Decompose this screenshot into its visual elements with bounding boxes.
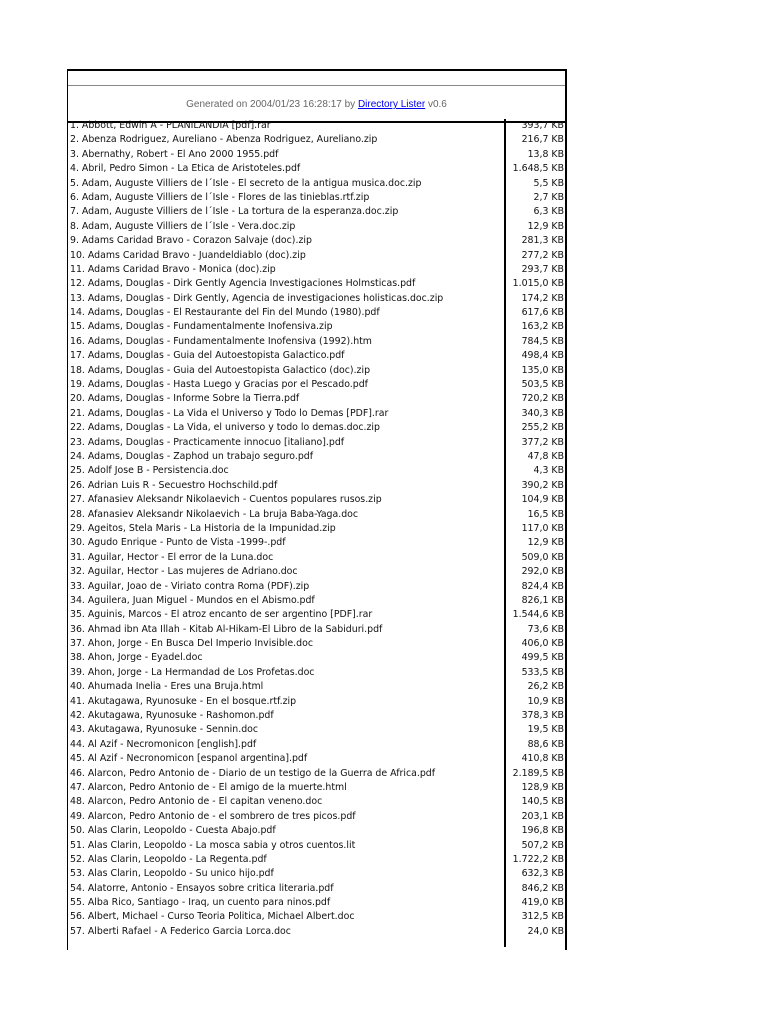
file-row — [68, 162, 566, 176]
file-row — [68, 738, 566, 752]
file-name[interactable]: 49. Alarcon, Pedro Antonio de - el sombrero de tres picos.pdf — [68, 810, 506, 824]
file-name-cut — [68, 939, 506, 947]
file-name[interactable]: 13. Adams, Douglas - Dirk Gently, Agencia de investigaciones holisticas.doc.zip — [68, 292, 506, 306]
file-row — [68, 853, 566, 867]
file-size: 410,8 KB — [521, 753, 564, 765]
file-name[interactable]: 37. Ahon, Jorge - En Busca Del Imperio Invisible.doc — [68, 637, 506, 651]
file-name[interactable]: 50. Alas Clarin, Leopoldo - Cuesta Abajo.pdf — [68, 824, 506, 838]
file-size: 507,2 KB — [521, 839, 564, 851]
file-size: 1.648,5 KB — [512, 163, 564, 175]
file-size: 419,0 KB — [521, 897, 564, 909]
file-size: 632,3 KB — [521, 868, 564, 880]
file-name[interactable]: 20. Adams, Douglas - Informe Sobre la Tierra.pdf — [68, 392, 506, 406]
file-name[interactable]: 34. Aguilera, Juan Miguel - Mundos en el Abismo.pdf — [68, 594, 506, 608]
file-name[interactable]: 43. Akutagawa, Ryunosuke - Sennin.doc — [68, 723, 506, 737]
file-row — [68, 896, 566, 910]
file-row — [68, 493, 566, 507]
file-size: 406,0 KB — [521, 638, 564, 650]
file-size: 720,2 KB — [521, 393, 564, 405]
file-size: 88,6 KB — [527, 738, 564, 750]
file-size: 509,0 KB — [521, 551, 564, 563]
file-name[interactable]: 2. Abenza Rodriguez, Aureliano - Abenza Rodriguez, Aureliano.zip — [68, 133, 506, 147]
file-row — [68, 364, 566, 378]
file-row — [68, 220, 566, 234]
file-row — [68, 320, 566, 334]
file-size: 6,3 KB — [533, 206, 564, 218]
file-row — [68, 205, 566, 219]
file-row — [68, 565, 566, 579]
file-row — [68, 651, 566, 665]
file-size: 4,3 KB — [533, 465, 564, 477]
file-row — [68, 608, 566, 622]
file-size: 390,2 KB — [521, 479, 564, 491]
file-size: 24,0 KB — [527, 925, 564, 937]
file-size: 5,5 KB — [533, 177, 564, 189]
file-row — [68, 925, 566, 939]
file-size: 499,5 KB — [521, 652, 564, 664]
file-name[interactable]: 15. Adams, Douglas - Fundamentalmente Inofensiva.zip — [68, 320, 506, 334]
file-name[interactable]: 21. Adams, Douglas - La Vida el Universo y Todo lo Demas [PDF].rar — [68, 407, 506, 421]
file-name[interactable]: 4. Abril, Pedro Simon - La Etica de Aristoteles.pdf — [68, 162, 506, 176]
file-name[interactable]: 53. Alas Clarin, Leopoldo - Su unico hijo.pdf — [68, 867, 506, 881]
file-size: 203,1 KB — [521, 810, 564, 822]
file-row — [68, 191, 566, 205]
generated-header — [68, 85, 565, 123]
directory-listing — [67, 69, 567, 950]
file-size: 117,0 KB — [521, 522, 564, 534]
file-size: 128,9 KB — [521, 781, 564, 793]
file-size: 16,5 KB — [527, 508, 564, 520]
file-row — [68, 335, 566, 349]
file-size: 10,9 KB — [527, 695, 564, 707]
file-row — [68, 421, 566, 435]
file-size: 826,1 KB — [521, 594, 564, 606]
file-row — [68, 407, 566, 421]
file-name[interactable]: 51. Alas Clarin, Leopoldo - La mosca sabia y otros cuentos.lit — [68, 839, 506, 853]
file-row — [68, 133, 566, 147]
file-name[interactable]: 3. Abernathy, Robert - El Ano 2000 1955.pdf — [68, 148, 506, 162]
file-size: 1.722,2 KB — [512, 853, 564, 865]
file-name[interactable]: 10. Adams Caridad Bravo - Juandeldiablo (doc).zip — [68, 249, 506, 263]
file-row — [68, 781, 566, 795]
file-size: 784,5 KB — [521, 335, 564, 347]
file-size: 312,5 KB — [521, 911, 564, 923]
file-name[interactable]: 26. Adrian Luis R - Secuestro Hochschild.pdf — [68, 479, 506, 493]
file-name[interactable]: 24. Adams, Douglas - Zaphod un trabajo seguro.pdf — [68, 450, 506, 464]
file-name[interactable]: 35. Aguinis, Marcos - El atroz encanto de ser argentino [PDF].rar — [68, 608, 506, 622]
file-size: 255,2 KB — [521, 422, 564, 434]
file-row — [68, 882, 566, 896]
file-name[interactable]: 47. Alarcon, Pedro Antonio de - El amigo de la muerte.html — [68, 781, 506, 795]
file-row — [68, 349, 566, 363]
file-name[interactable]: 8. Adam, Auguste Villiers de l´Isle - Vera.doc.zip — [68, 220, 506, 234]
directory-lister-link[interactable]: Directory Lister — [357, 99, 426, 110]
file-row — [68, 666, 566, 680]
file-row — [68, 292, 566, 306]
file-name[interactable]: 5. Adam, Auguste Villiers de l´Isle - El secreto de la antigua musica.doc.zip — [68, 177, 506, 191]
file-name[interactable]: 27. Afanasiev Aleksandr Nikolaevich - Cuentos populares rusos.zip — [68, 493, 506, 507]
file-size: 19,5 KB — [527, 724, 564, 736]
file-name[interactable]: 55. Alba Rico, Santiago - Iraq, un cuento para ninos.pdf — [68, 896, 506, 910]
file-name[interactable]: 30. Agudo Enrique - Punto de Vista -1999-.pdf — [68, 536, 506, 550]
file-row — [68, 680, 566, 694]
file-row — [68, 234, 566, 248]
file-size: 378,3 KB — [521, 710, 564, 722]
file-row — [68, 723, 566, 737]
file-row — [68, 249, 566, 263]
file-row — [68, 522, 566, 536]
file-name[interactable]: 32. Aguilar, Hector - Las mujeres de Adriano.doc — [68, 565, 506, 579]
file-name[interactable]: 18. Adams, Douglas - Guia del Autoestopista Galactico (doc).zip — [68, 364, 506, 378]
file-name[interactable]: 52. Alas Clarin, Leopoldo - La Regenta.pdf — [68, 853, 506, 867]
file-name[interactable]: 45. Al Azif - Necronomicon [espanol argentina].pdf — [68, 752, 506, 766]
file-size: 293,7 KB — [521, 263, 564, 275]
file-name[interactable]: 54. Alatorre, Antonio - Ensayos sobre critica literaria.pdf — [68, 882, 506, 896]
file-size: 292,0 KB — [521, 566, 564, 578]
file-size: 1.544,6 KB — [512, 609, 564, 621]
file-row — [68, 695, 566, 709]
file-name[interactable]: 6. Adam, Auguste Villiers de l´Isle - Flores de las tinieblas.rtf.zip — [68, 191, 506, 205]
file-size: 47,8 KB — [527, 450, 564, 462]
file-size: 216,7 KB — [521, 134, 564, 146]
file-size: 503,5 KB — [521, 379, 564, 391]
file-size: 393,7 KB — [521, 120, 564, 131]
file-name[interactable]: 11. Adams Caridad Bravo - Monica (doc).zip — [68, 263, 506, 277]
file-row — [68, 709, 566, 723]
file-name[interactable]: 7. Adam, Auguste Villiers de l´Isle - La tortura de la esperanza.doc.zip — [68, 205, 506, 219]
file-name[interactable]: 38. Ahon, Jorge - Eyadel.doc — [68, 651, 506, 665]
file-row — [68, 177, 566, 191]
file-name[interactable]: 57. Alberti Rafael - A Federico Garcia Lorca.doc — [68, 925, 506, 939]
file-size: 281,3 KB — [521, 235, 564, 247]
file-size: 135,0 KB — [521, 364, 564, 376]
file-row — [68, 263, 566, 277]
file-size: 533,5 KB — [521, 666, 564, 678]
file-name[interactable]: 25. Adolf Jose B - Persistencia.doc — [68, 464, 506, 478]
file-row — [68, 824, 566, 838]
file-size-cut — [506, 939, 566, 947]
file-size: 140,5 KB — [521, 796, 564, 808]
file-row — [68, 910, 566, 924]
file-size: 2.189,5 KB — [512, 767, 564, 779]
file-row — [68, 148, 566, 162]
file-name[interactable]: 28. Afanasiev Aleksandr Nikolaevich - La bruja Baba-Yaga.doc — [68, 508, 506, 522]
file-row — [68, 464, 566, 478]
file-row — [68, 810, 566, 824]
file-name[interactable]: 1. Abbott, Edwin A - PLANILANDIA [pdf].rar — [68, 119, 506, 133]
file-row — [68, 378, 566, 392]
file-row — [68, 436, 566, 450]
file-size: 617,6 KB — [521, 307, 564, 319]
file-row — [68, 752, 566, 766]
file-row — [68, 508, 566, 522]
file-size: 73,6 KB — [527, 623, 564, 635]
file-name[interactable]: 12. Adams, Douglas - Dirk Gently Agencia Investigaciones Holmsticas.pdf — [68, 277, 506, 291]
file-row — [68, 277, 566, 291]
file-row — [68, 767, 566, 781]
file-name[interactable]: 31. Aguilar, Hector - El error de la Luna.doc — [68, 551, 506, 565]
file-row — [68, 536, 566, 550]
file-row — [68, 623, 566, 637]
file-name[interactable]: 16. Adams, Douglas - Fundamentalmente Inofensiva (1992).htm — [68, 335, 506, 349]
file-size: 824,4 KB — [521, 580, 564, 592]
file-row — [68, 580, 566, 594]
file-row — [68, 551, 566, 565]
file-name[interactable]: 48. Alarcon, Pedro Antonio de - El capitan veneno.doc — [68, 795, 506, 809]
file-size: 12,9 KB — [527, 220, 564, 232]
file-size: 174,2 KB — [521, 292, 564, 304]
file-name[interactable]: 42. Akutagawa, Ryunosuke - Rashomon.pdf — [68, 709, 506, 723]
file-size: 2,7 KB — [533, 191, 564, 203]
file-name[interactable]: 22. Adams, Douglas - La Vida, el universo y todo lo demas.doc.zip — [68, 421, 506, 435]
file-name[interactable]: 39. Ahon, Jorge - La Hermandad de Los Profetas.doc — [68, 666, 506, 680]
file-size: 1.015,0 KB — [512, 278, 564, 290]
truncated-row — [68, 939, 566, 947]
file-size: 498,4 KB — [521, 350, 564, 362]
file-name[interactable]: 19. Adams, Douglas - Hasta Luego y Gracias por el Pescado.pdf — [68, 378, 506, 392]
file-size: 13,8 KB — [527, 148, 564, 160]
file-row — [68, 594, 566, 608]
file-name[interactable]: 44. Al Azif - Necromonicon [english].pdf — [68, 738, 506, 752]
file-row — [68, 306, 566, 320]
generated-text: Generated on 2004/01/23 16:28:17 by — [186, 99, 356, 110]
file-row — [68, 867, 566, 881]
file-name[interactable]: 29. Ageitos, Stela Maris - La Historia de la Impunidad.zip — [68, 522, 506, 536]
file-size: 104,9 KB — [521, 494, 564, 506]
file-name[interactable]: 41. Akutagawa, Ryunosuke - En el bosque.rtf.zip — [68, 695, 506, 709]
file-size: 846,2 KB — [521, 882, 564, 894]
file-size: 277,2 KB — [521, 249, 564, 261]
file-name[interactable]: 56. Albert, Michael - Curso Teoria Politica, Michael Albert.doc — [68, 910, 506, 924]
file-name[interactable]: 17. Adams, Douglas - Guia del Autoestopista Galactico.pdf — [68, 349, 506, 363]
file-list — [68, 119, 566, 947]
file-size: 340,3 KB — [521, 407, 564, 419]
file-row — [68, 450, 566, 464]
file-name[interactable]: 46. Alarcon, Pedro Antonio de - Diario de un testigo de la Guerra de Africa.pdf — [68, 767, 506, 781]
file-size: 196,8 KB — [521, 825, 564, 837]
file-row — [68, 392, 566, 406]
file-size: 26,2 KB — [527, 681, 564, 693]
file-row — [68, 479, 566, 493]
file-size: 163,2 KB — [521, 321, 564, 333]
file-size: 12,9 KB — [527, 537, 564, 549]
file-row — [68, 119, 566, 133]
file-name[interactable]: 40. Ahumada Inelia - Eres una Bruja.html — [68, 680, 506, 694]
file-name[interactable]: 36. Ahmad ibn Ata Illah - Kitab Al-Hikam-El Libro de la Sabiduri.pdf — [68, 623, 506, 637]
file-name[interactable]: 23. Adams, Douglas - Practicamente innocuo [italiano].pdf — [68, 436, 506, 450]
file-name[interactable]: 14. Adams, Douglas - El Restaurante del Fin del Mundo (1980).pdf — [68, 306, 506, 320]
file-row — [68, 795, 566, 809]
file-row — [68, 839, 566, 853]
file-row — [68, 637, 566, 651]
file-size: 377,2 KB — [521, 436, 564, 448]
file-name[interactable]: 33. Aguilar, Joao de - Viriato contra Roma (PDF).zip — [68, 580, 506, 594]
file-name[interactable]: 9. Adams Caridad Bravo - Corazon Salvaje (doc).zip — [68, 234, 506, 248]
version-text: v0.6 — [427, 99, 447, 110]
